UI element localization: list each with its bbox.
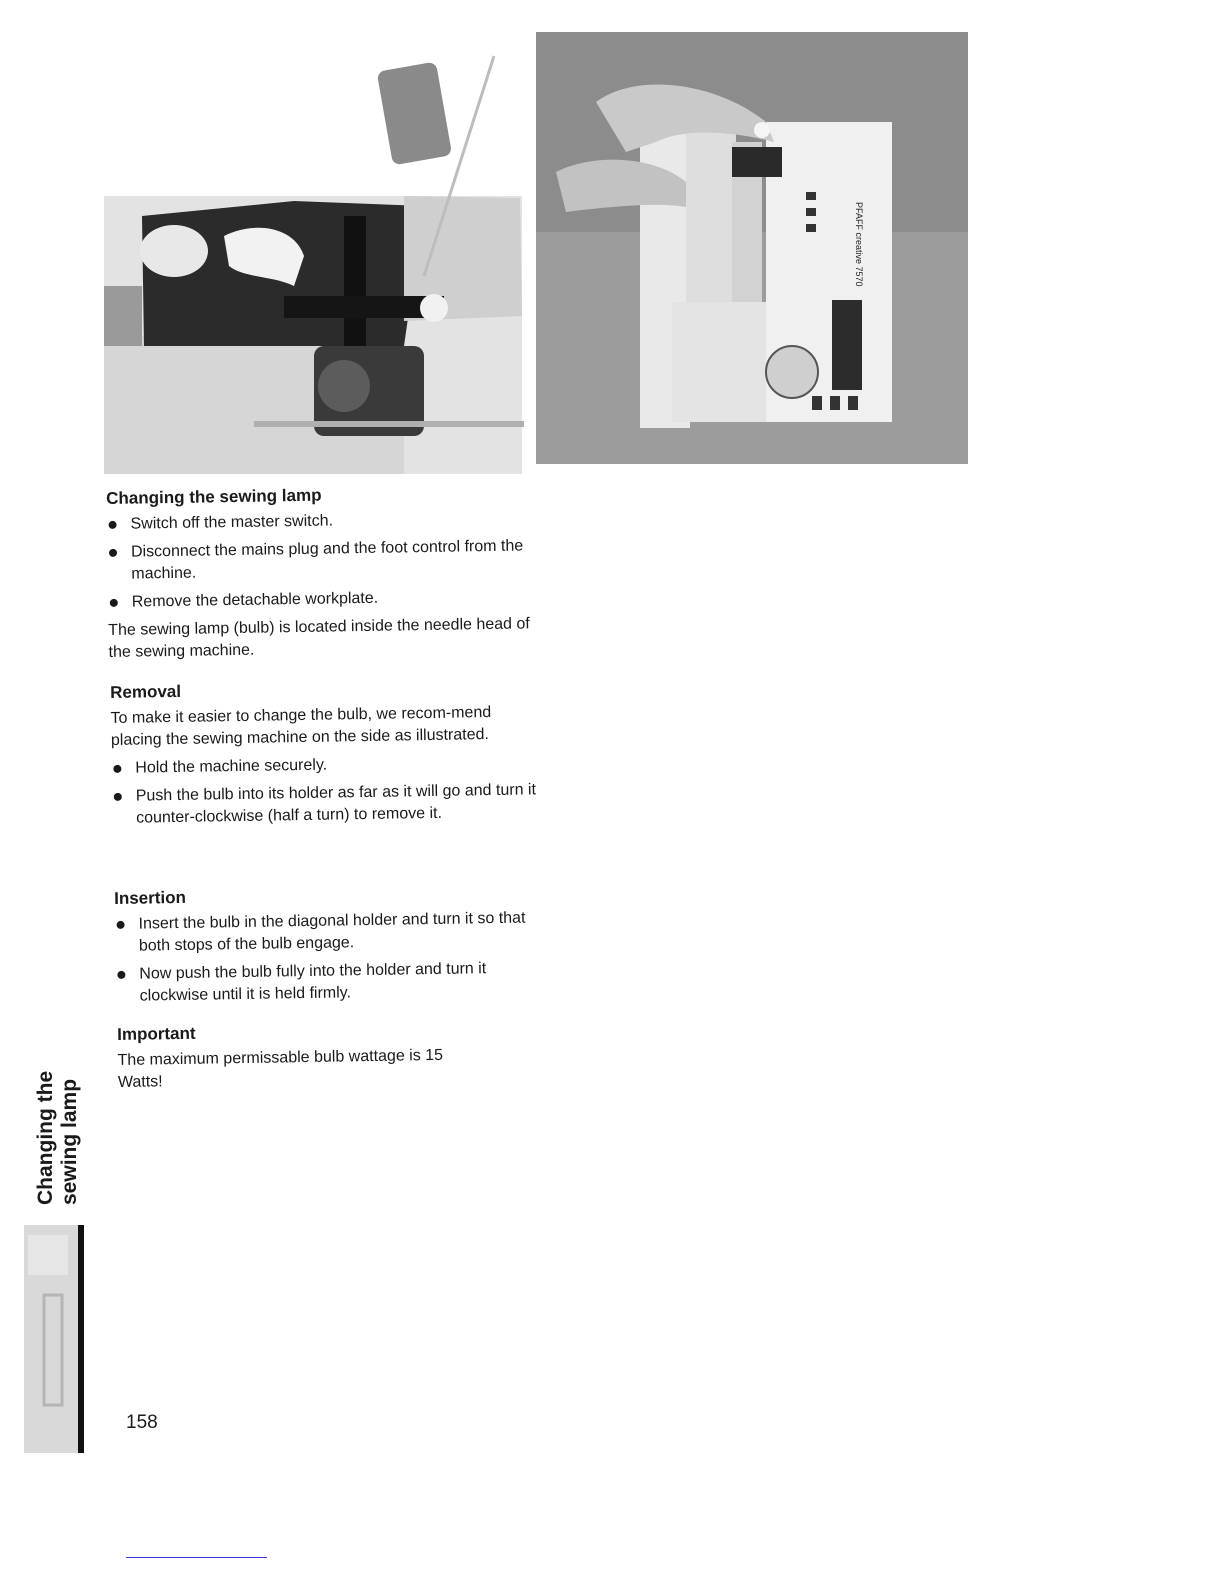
section-important: [117, 1017, 538, 1094]
section-heading: Insertion: [114, 887, 187, 908]
page-number: 158: [126, 1412, 158, 1433]
brand-label: PFAFF creative 7570: [854, 202, 864, 287]
bullet-icon: [113, 765, 121, 773]
section-paragraph: The sewing lamp (bulb) is located inside the needle head of the sewing machine.: [108, 615, 530, 661]
list-item: [108, 585, 538, 614]
list-item-text: Hold the machine securely.: [135, 756, 328, 777]
bullet-list: [114, 907, 545, 1008]
bullet-icon: [117, 921, 125, 929]
bullet-icon: [117, 971, 125, 979]
footer-divider: [126, 1557, 267, 1558]
section-paragraph: To make it easier to change the bulb, we recom-mend placing the sewing machine on the side as illustrated.: [110, 704, 492, 749]
section-paragraph: The maximum permissable bulb wattage is 15 Watts!: [117, 1046, 444, 1091]
bullet-icon: [110, 599, 118, 607]
lamp-tab-icon: [24, 1225, 86, 1453]
list-item-text: Remove the detachable workplate.: [131, 589, 379, 611]
list-item-text: Switch off the master switch.: [130, 512, 334, 533]
bullet-icon: [114, 793, 122, 801]
side-tab-line: sewing lamp: [58, 1078, 81, 1205]
section-insertion: [114, 881, 546, 1014]
list-item-text: Disconnect the mains plug and the foot control from the machine.: [130, 537, 524, 583]
list-item: [114, 907, 545, 958]
section-heading: Important: [117, 1023, 196, 1044]
list-item-text: Now push the bulb fully into the holder and turn it clockwise until it is held firmly.: [139, 960, 487, 1005]
list-item-text: Insert the bulb in the diagonal holder and turn it so that both stops of the bulb engage.: [138, 909, 526, 955]
side-tab-line: Changing the: [34, 1070, 57, 1205]
section-heading: Changing the sewing lamp: [106, 485, 322, 508]
sewing-machine-needle-head-illustration: [104, 46, 526, 474]
side-tab-label: [34, 1065, 84, 1205]
machine-on-side-photo: [536, 32, 968, 464]
bullet-icon: [109, 521, 117, 529]
list-item: [107, 535, 538, 586]
section-changing-lamp: [106, 481, 539, 664]
bullet-icon: [109, 549, 117, 557]
list-item: [115, 957, 546, 1008]
side-tab-marker: [24, 1225, 86, 1453]
bullet-list: [106, 507, 538, 614]
section-removal: [110, 675, 542, 836]
list-item: [112, 779, 543, 830]
list-item: [111, 751, 541, 780]
section-heading: Removal: [110, 681, 182, 702]
needle-head-photo: [104, 46, 526, 474]
list-item: [106, 507, 536, 536]
bullet-list: [111, 751, 542, 830]
sewing-machine-on-side-illustration: [536, 32, 968, 464]
list-item-text: Push the bulb into its holder as far as it will go and turn it counter-clockwise (half a turn) to remove it.: [135, 781, 537, 827]
